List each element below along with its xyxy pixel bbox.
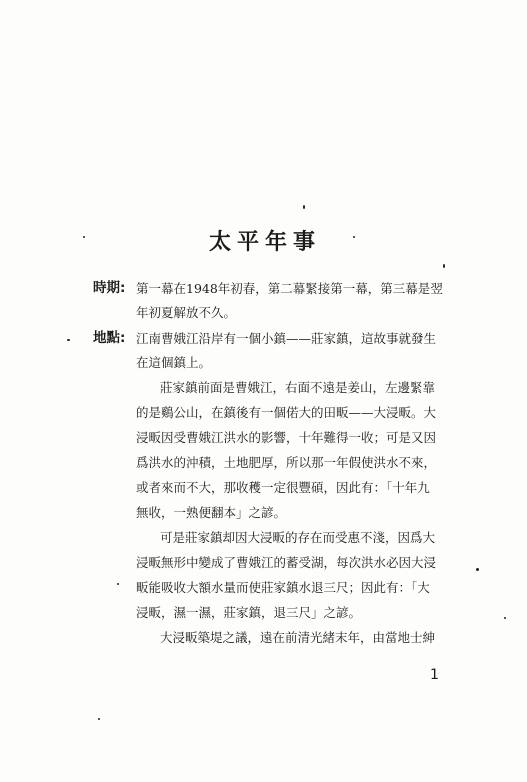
page-title: 太平年事 bbox=[208, 230, 321, 255]
paragraph-2-line-3: 畈能吸收大額水量而使莊家鎮水退三尺；因此有：「大 bbox=[136, 580, 430, 595]
time-line-2: 年初夏解放不久。 bbox=[136, 305, 237, 320]
place-label: 地點: bbox=[93, 330, 126, 346]
scan-speck bbox=[67, 339, 70, 341]
place-line-2: 在這個鎮上。 bbox=[136, 355, 212, 370]
paragraph-3-line-1: 大浸畈築堤之議，遠在前清光緒末年，由當地士紳 bbox=[160, 630, 436, 645]
paragraph-1-line-6: 無收，一熟便翻本」之諺。 bbox=[136, 505, 287, 520]
paragraph-1-line-2: 的是鷄公山，在鎮後有一個偌大的田畈——大浸畈。大 bbox=[136, 405, 437, 420]
paragraph-1-line-5: 或者來而不大，那收穫一定很豐碩，因此有：「十年九 bbox=[136, 480, 430, 495]
paragraph-1-line-1: 莊家鎮前面是曹娥江，右面不遠是姜山，左邊緊靠 bbox=[160, 380, 436, 395]
page-number: 1 bbox=[430, 667, 439, 683]
paragraph-2-line-1: 可是莊家鎮却因大浸畈的存在而受惠不淺，因爲大 bbox=[160, 530, 436, 545]
time-line-1: 第一幕在1948年初春，第二幕緊接第一幕，第三幕是翌 bbox=[136, 281, 443, 296]
scan-speck bbox=[443, 264, 445, 268]
paragraph-1-line-3: 浸畈因受曹娥江洪水的影響，十年難得一收；可是又因 bbox=[136, 430, 437, 445]
scan-speck bbox=[504, 617, 506, 619]
paragraph-2-line-4: 浸畈，濕一濕，莊家鎮，退三尺」之諺。 bbox=[136, 605, 362, 620]
time-label: 時期: bbox=[93, 280, 126, 296]
paragraph-2-line-2: 浸畈無形中變成了曹娥江的蓄受湖，每次洪水必因大浸 bbox=[136, 555, 437, 570]
scan-speck bbox=[353, 236, 355, 238]
scan-speck bbox=[476, 568, 479, 571]
scan-speck bbox=[117, 583, 119, 585]
scan-speck bbox=[83, 236, 85, 238]
paragraph-1-line-4: 爲洪水的沖積，土地肥厚，所以那一年假使洪水不來， bbox=[136, 455, 437, 470]
scan-speck bbox=[303, 205, 305, 209]
scan-speck bbox=[98, 718, 100, 720]
place-line-1: 江南曹娥江沿岸有一個小鎮——莊家鎮，這故事就發生 bbox=[136, 331, 437, 346]
